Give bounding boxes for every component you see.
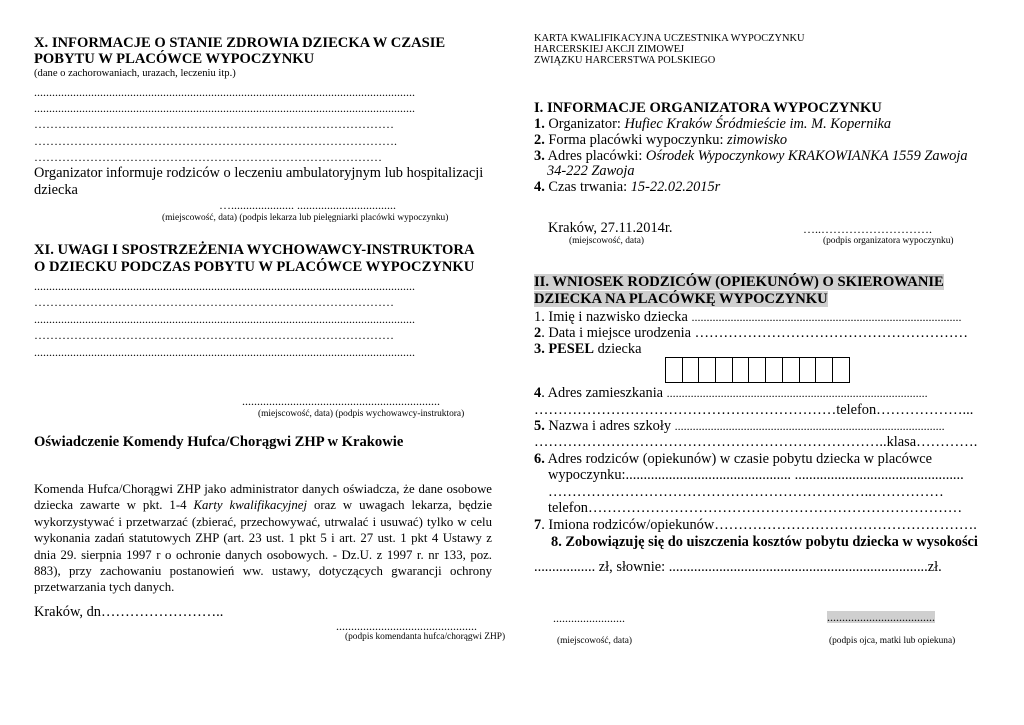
section-i-form: 2. Forma placówki wypoczynku: zimowisko [534,132,788,148]
declaration-body [34,481,492,596]
section-i-address: 3. Adres placówki: Ośrodek Wypoczynkowy KRAKOWIANKA 1559 Zawoja [534,148,968,164]
field-parents-phone[interactable]: telefon…………………………………………………………………… [548,500,963,516]
section-x-hint: (dane o zachorowaniach, urazach, leczeniu itp.) [34,68,236,79]
pesel-boxes[interactable] [666,357,850,383]
section-xi-signature-caption: (miejscowość, data) (podpis wychowawcy-instruktora) [258,409,465,419]
field-parents-address-line3[interactable]: …………………………………………………………..…………… [548,484,944,500]
section-xi-dotted-line-4[interactable]: ……………………………………………………………………………… [34,328,394,342]
declaration-title: Oświadczenie Komendy Hufca/Chorągwi ZHP w Krakowie [34,434,404,450]
card-title-line3: ZWIĄZKU HARCERSTWA POLSKIEGO [534,55,716,66]
section-xi-dotted-line-1[interactable]: ............................................................................................................................... [34,279,415,293]
pesel-digit-box[interactable] [832,357,850,383]
field-child-name[interactable]: 1. Imię i nazwisko dziecka .......................................................................................... [534,309,962,325]
duration-value: 15-22.02.2015r [630,179,721,195]
pesel-digit-box[interactable] [682,357,700,383]
section-ii-signature-line[interactable]: .................................... [827,610,935,624]
section-i-date: Kraków, 27.11.2014r. [548,220,673,236]
declaration-body-pre: Komenda Hufca/Chorągwi ZHP jako administrator danych oświadcza, że dane osobowe dziecka zawarte w pkt. 1-4 [34,482,492,513]
card-title-line2: HARCERSKIEJ AKCJI ZIMOWEJ [534,44,685,55]
field-parents-names[interactable]: 7. Imiona rodziców/opiekunów………………………………………………. [534,517,977,533]
field-birth-date-place[interactable]: 2. Data i miejsce urodzenia ………………………………………………… [534,325,969,341]
section-x-dotted-line-1[interactable]: ............................................................................................................................... [34,85,415,99]
section-x-dotted-line-5[interactable]: …………………………………………………………………………… [34,150,382,164]
section-xi-title-line1: XI. UWAGI I SPOSTRZEŻENIA WYCHOWAWCY-INSTRUKTORA [34,242,475,258]
field-cost-amount[interactable]: ................. zł, słownie: ........................................................................zł. [534,559,942,575]
section-i-organizer: 1. Organizator: Hufiec Kraków Śródmieście im. M. Kopernika [534,116,892,132]
section-x-dotted-line-2[interactable]: ............................................................................................................................... [34,101,415,115]
pesel-digit-box[interactable] [698,357,716,383]
section-i-title: I. INFORMACJE ORGANIZATORA WYPOCZYNKU [534,100,882,116]
section-x-title-line2: POBYTU W PLACÓWCE WYPOCZYNKU [34,51,315,67]
pesel-digit-box[interactable] [748,357,766,383]
section-x-signature-line[interactable]: …..................... ................................. [219,198,396,212]
section-xi-dotted-line-3[interactable]: ............................................................................................................................... [34,312,415,326]
section-x-signature-caption: (miejscowość, data) (podpis lekarza lub pielęgniarki placówki wypoczynku) [162,213,449,223]
field-home-address-line2[interactable]: ………………………………………………………telefon………………... [534,402,974,418]
section-ii-caption-right: (podpis ojca, matki lub opiekuna) [829,636,956,646]
section-i-caption-left: (miejscowość, data) [569,236,644,246]
section-xi-dotted-line-5[interactable]: ............................................................................................................................... [34,345,415,359]
section-ii-title-line2: DZIECKA NA PLACÓWKĘ WYPOCZYNKU [534,291,828,307]
section-ii-date-line[interactable]: ........................ [553,611,625,625]
address-value: Ośrodek Wypoczynkowy KRAKOWIANKA 1559 Zawoja [645,148,968,164]
section-x-dotted-line-3[interactable]: ……………………………………………………………………………… [34,117,394,131]
section-i-duration: 4. Czas trwania: 15-22.02.2015r [534,179,721,195]
field-pesel-label: 3. PESEL dziecka [534,341,642,357]
field-school[interactable]: 5. Nazwa i adres szkoły .......................................................................................... [534,418,945,434]
pesel-digit-box[interactable] [665,357,683,383]
field-parents-address-line2[interactable]: wypoczynku:.............................................. ............................................... [548,467,964,483]
section-xi-signature-line[interactable]: .................................................................. [242,394,440,408]
declaration-body-post: oraz w uwagach lekarza, będzie wykorzystywać i przetwarzać (zbierać, przechowywać, utrwalać i usuwać) tylko w celu wykonania zadań statutowych ZHP (art. 23 ust. 1 pkt 5 i art. 27 ust. 1 pkt 4 Ustawy z dnia 29. sierpnia 1997 r o ochronie danych osobowych. - Dz.U. z 1997 r. nr 133, poz. 883), przy zachowaniu postanowień ww. ustawy, dotyczących gwarancji ochrony przetwarzania tych danych. [34,498,492,595]
declaration-signature-caption: (podpis komendanta hufca/chorągwi ZHP) [345,632,506,642]
section-xi-dotted-line-2[interactable]: ……………………………………………………………………………… [34,295,394,309]
declaration-body-emphasis: Karty kwalifikacyjnej [193,498,307,513]
section-i-address-line2: 34-222 Zawoja [547,163,635,179]
field-cost-commitment: 8. Zobowiązuję się do uiszczenia kosztów pobytu dziecka w wysokości [551,534,978,550]
section-x-title-line1: X. INFORMACJE O STANIE ZDROWIA DZIECKA W CZASIE [34,35,446,51]
form-value: zimowisko [727,132,788,148]
pesel-digit-box[interactable] [765,357,783,383]
section-x-dotted-line-4[interactable]: ………………………………………………………………………………. [34,134,397,148]
card-title-line1: KARTA KWALIFIKACYJNA UCZESTNIKA WYPOCZYNKU [534,33,805,44]
organizer-value: Hufiec Kraków Śródmieście im. M. Kopernika [624,116,892,132]
pesel-digit-box[interactable] [815,357,833,383]
section-x-info-line2: dziecka [34,182,78,198]
declaration-signature-line[interactable]: ............................................... [336,619,477,633]
field-parents-address: 6. Adres rodziców (opiekunów) w czasie pobytu dziecka w placówce [534,451,933,467]
section-ii-caption-left: (miejscowość, data) [557,636,632,646]
section-x-info-line1: Organizator informuje rodziców o leczeniu ambulatoryjnym lub hospitalizacji [34,165,484,181]
pesel-digit-box[interactable] [715,357,733,383]
section-i-caption-right: (podpis organizatora wypoczynku) [823,236,954,246]
section-ii-title-line1: II. WNIOSEK RODZICÓW (OPIEKUNÓW) O SKIEROWANIE [534,274,944,290]
section-xi-title-line2: O DZIECKU PODCZAS POBYTU W PLACÓWCE WYPOCZYNKU [34,259,475,275]
field-school-line2[interactable]: ………………………………………………………………..klasa…………. [534,434,978,450]
field-home-address[interactable]: 4. Adres zamieszkania ....................................................................................... [534,385,928,401]
pesel-digit-box[interactable] [732,357,750,383]
declaration-place-date[interactable]: Kraków, dn…………………….. [34,604,224,620]
section-i-signature-line[interactable]: …..………………………. [803,222,932,236]
pesel-digit-box[interactable] [782,357,800,383]
pesel-digit-box[interactable] [799,357,817,383]
